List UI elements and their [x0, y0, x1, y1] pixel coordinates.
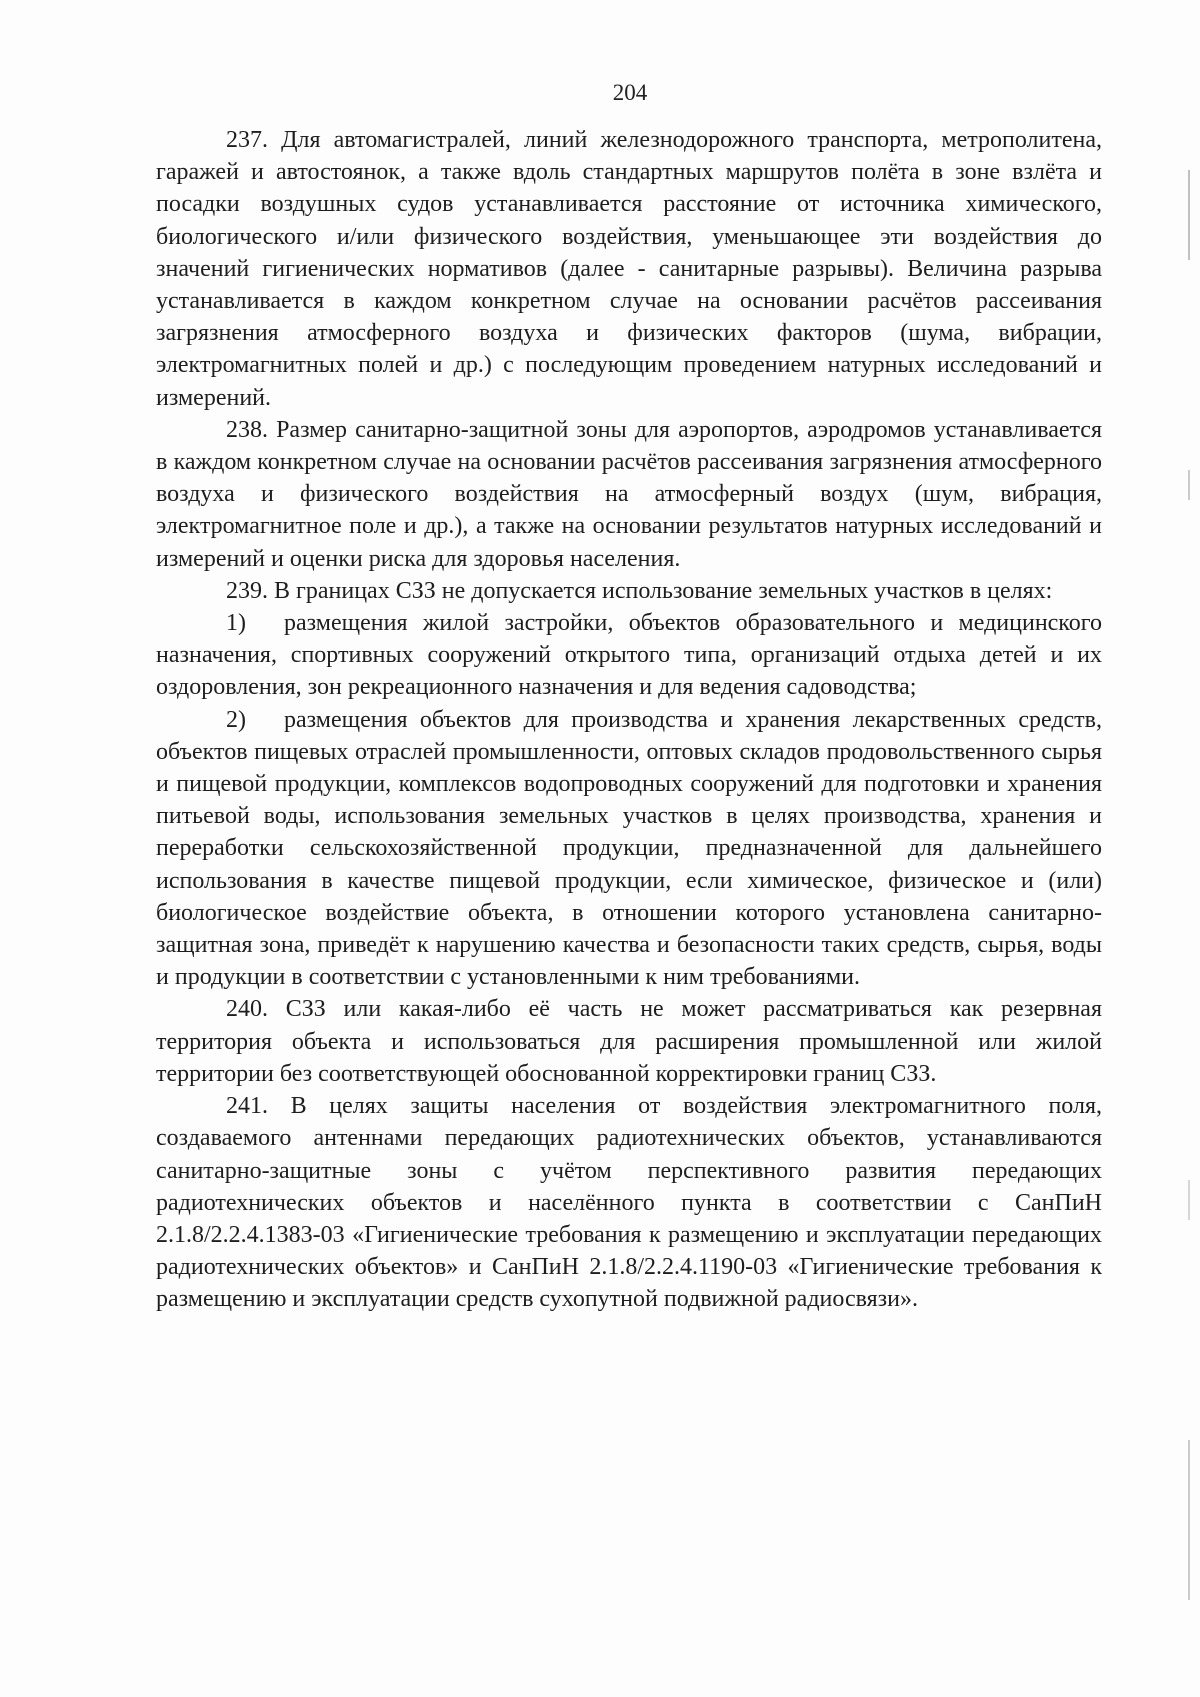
scan-edge-mark — [1188, 1440, 1190, 1600]
paragraph-241: 241. В целях защиты населения от воздействия электромагнитного поля, создаваемого антеннами передающих радиотехнических объектов, устанавливаются санитарно-защитные зоны с учётом перспективного развития передающих радиотехнических объектов и населённого пункта в соответствии с СанПиН 2.1.8/2.2.4.1383-03 «Гигиенические требования к размещению и эксплуатации передающих радиотехнических объектов» и СанПиН 2.1.8/2.2.4.1190-03 «Гигиенические требования к размещению и эксплуатации средств сухопутной подвижной радиосвязи». — [156, 1093, 1102, 1313]
list-item-text: размещения жилой застройки, объектов образовательного и медицинского назначения, спортивных сооружений открытого типа, организаций отдыха детей и их оздоровления, зон рекреационного назначения и для ведения садоводства; — [156, 610, 1102, 701]
list-item-2 — [156, 704, 1102, 994]
scan-edge-mark — [1188, 170, 1190, 260]
list-item-number: 2) — [226, 706, 246, 733]
page-number: 204 — [612, 80, 648, 105]
document-body — [156, 124, 1102, 1316]
scan-edge-mark — [1188, 1180, 1190, 1220]
scan-edge-mark — [1188, 470, 1190, 500]
paragraph-238: 238. Размер санитарно-защитной зоны для аэропортов, аэродромов устанавливается в каждом конкретном случае на основании расчётов рассеивания загрязнения атмосферного воздуха и физического воздействия на атмосферный воздух (шум, вибрация, электромагнитное поле и др.), а также на основании результатов натурных исследований и измерений и оценки риска для здоровья населения. — [156, 416, 1102, 572]
paragraph-237: 237. Для автомагистралей, линий железнодорожного транспорта, метрополитена, гаражей и автостоянок, а также вдоль стандартных маршрутов полёта в зоне взлёта и посадки воздушных судов устанавливается расстояние от источника химического, биологического и/или физического воздействия, уменьшающее эти воздействия до значений гигиенических нормативов (далее - санитарные разрывы). Величина разрыва устанавливается в каждом конкретном случае на основании расчётов рассеивания загрязнения атмосферного воздуха и физических факторов (шума, вибрации, электромагнитных полей и др.) с последующим проведением натурных исследований и измерений. — [156, 127, 1102, 411]
paragraph-240: 240. СЗЗ или какая-либо её часть не может рассматриваться как резервная территория объекта и использоваться для расширения промышленной или жилой территории без соответствующей обоснованной корректировки границ СЗЗ. — [156, 996, 1102, 1087]
list-item-text: размещения объектов для производства и хранения лекарственных средств, объектов пищевых отраслей промышленности, оптовых складов продовольственного сырья и пищевой продукции, комплексов водопроводных сооружений для подготовки и хранения питьевой воды, использования земельных участков в целях производства, хранения и переработки сельскохозяйственной продукции, предназначенной для дальнейшего использования в качестве пищевой продукции, если химическое, физическое и (или) биологическое воздействие объекта, в отношении которого установлена санитарно-защитная зона, приведёт к нарушению качества и безопасности таких средств, сырья, воды и продукции в соответствии с установленными к ним требованиями. — [156, 706, 1102, 991]
list-item-number: 1) — [226, 610, 246, 637]
paragraph-239: 239. В границах СЗЗ не допускается использование земельных участков в целях: — [226, 577, 1053, 604]
list-item-1 — [156, 607, 1102, 704]
